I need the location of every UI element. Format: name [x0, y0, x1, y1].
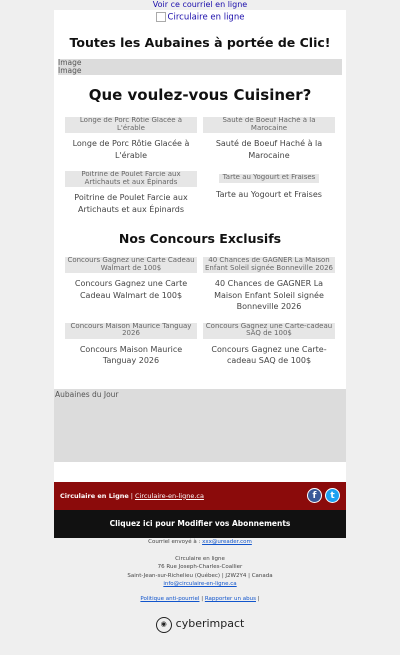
- contest-image[interactable]: Concours Maison Maurice Tanguay 2026: [65, 323, 197, 339]
- cyberimpact-wordmark: cyberimpact: [175, 617, 245, 631]
- contest-item[interactable]: [200, 257, 338, 313]
- logo[interactable]: [54, 10, 346, 26]
- contest-item[interactable]: [62, 323, 200, 367]
- recipe-image[interactable]: Sauté de Boeuf Haché à la Marocaine: [203, 117, 335, 133]
- brand-name: Circulaire en Ligne: [60, 491, 129, 500]
- contest-image[interactable]: Concours Gagnez une Carte-cadeau SAQ de 100$: [203, 323, 335, 339]
- recipe-image[interactable]: Longe de Porc Rôtie Glacée à L'érable: [65, 117, 197, 133]
- broken-image-icon: [156, 12, 166, 22]
- contest-image[interactable]: 40 Chances de GAGNER La Maison Enfant Soleil signée Bonneville 2026: [205, 257, 334, 272]
- logo-alt: Circulaire en ligne: [167, 12, 245, 23]
- cyberimpact-owl-icon: ◉: [156, 617, 172, 633]
- facebook-icon[interactable]: f: [307, 488, 322, 503]
- cyberimpact-logo[interactable]: [0, 617, 400, 633]
- view-online-bar: [0, 0, 400, 10]
- footer-links: [0, 595, 400, 604]
- hero-banner[interactable]: [58, 59, 342, 75]
- contest-caption[interactable]: 40 Chances de GAGNER La Maison Enfant Soleil signée Bonneville 2026: [214, 279, 324, 311]
- social-icons: [307, 488, 340, 503]
- footer-street: 76 Rue Joseph-Charles-Coallier: [157, 564, 243, 571]
- contest-item[interactable]: [200, 323, 338, 367]
- contest-caption[interactable]: Concours Gagnez une Carte-cadeau SAQ de 100$: [211, 344, 327, 365]
- recipe-caption[interactable]: Poitrine de Poulet Farcie aux Artichauts et aux Épinards: [74, 193, 188, 214]
- spacer: [54, 462, 346, 482]
- footer-email-link[interactable]: info@circulaire-en-ligne.ca: [163, 581, 237, 588]
- contests-grid: [54, 257, 346, 377]
- recipe-caption[interactable]: Longe de Porc Rôtie Glacée à L'érable: [72, 139, 190, 160]
- contest-caption[interactable]: Concours Gagnez une Carte Cadeau Walmart de 100$: [74, 279, 188, 300]
- social-separator: |: [130, 491, 133, 500]
- site-link[interactable]: Circulaire-en-ligne.ca: [134, 491, 204, 500]
- report-abuse-link[interactable]: Rapporter un abus: [204, 595, 256, 602]
- banner-alt-1: Image: [58, 58, 82, 67]
- banner-alt-2: Image: [58, 66, 82, 75]
- social-bar: [54, 482, 346, 510]
- recipe-caption[interactable]: Tarte au Yogourt et Fraises: [216, 190, 322, 199]
- recipe-image[interactable]: Tarte au Yogourt et Fraises: [219, 174, 319, 183]
- hero-title: Toutes les Aubaines à portée de Clic!: [69, 35, 331, 50]
- sent-to: [0, 538, 400, 547]
- anti-spam-policy-link[interactable]: Politique anti-pourriel: [140, 595, 200, 602]
- footer-link-sep: |: [201, 595, 204, 602]
- deals-banner[interactable]: Aubaines du Jour: [54, 389, 346, 462]
- footer-company: Circulaire en ligne: [175, 555, 225, 562]
- contest-item[interactable]: [62, 257, 200, 313]
- contest-image[interactable]: Concours Gagnez une Carte Cadeau Walmart de 100$: [65, 257, 197, 273]
- sent-to-label: Courriel envoyé à :: [148, 539, 201, 545]
- sent-to-email[interactable]: xxx@ureader.com: [202, 539, 252, 545]
- recipe-item[interactable]: [62, 171, 200, 215]
- recipe-caption[interactable]: Sauté de Boeuf Haché à la Marocaine: [215, 139, 323, 160]
- email-body: [54, 10, 346, 538]
- recipe-item[interactable]: [62, 117, 200, 161]
- twitter-icon[interactable]: t: [325, 488, 340, 503]
- footer-link-sep: |: [257, 595, 260, 602]
- recipes-title: Que voulez-vous Cuisiner?: [88, 86, 312, 104]
- footer-city: Saint-Jean-sur-Richelieu (Québec) | J2W2Y4 | Canada: [127, 572, 273, 579]
- recipes-grid: [54, 117, 346, 225]
- recipe-item[interactable]: [200, 117, 338, 161]
- recipe-image[interactable]: Poitrine de Poulet Farcie aux Artichauts et aux Épinards: [65, 171, 197, 187]
- manage-subscriptions-button[interactable]: Cliquez ici pour Modifier vos Abonnements: [54, 510, 346, 538]
- contest-caption[interactable]: Concours Maison Maurice Tanguay 2026: [79, 344, 183, 365]
- contests-title: Nos Concours Exclusifs: [118, 231, 282, 246]
- recipe-item[interactable]: [200, 171, 338, 215]
- view-online-link[interactable]: Voir ce courriel en ligne: [152, 0, 248, 9]
- footer: [0, 538, 400, 633]
